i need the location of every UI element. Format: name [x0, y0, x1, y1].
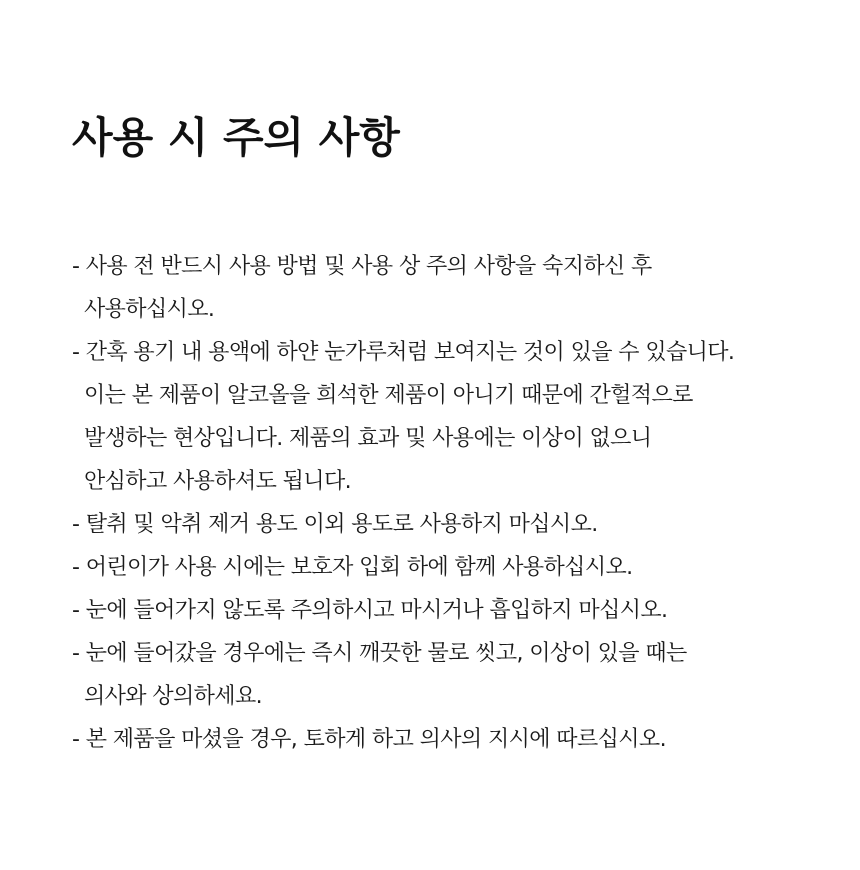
caution-item: [72, 589, 832, 632]
caution-line: 의사와 상의하세요.: [84, 684, 263, 709]
caution-line: 발생하는 현상입니다. 제품의 효과 및 사용에는 이상이 없으니: [84, 426, 652, 451]
caution-item: [72, 503, 832, 546]
page-title: 사용 시 주의 사항: [72, 113, 400, 162]
caution-line: - 사용 전 반드시 사용 방법 및 사용 상 주의 사항을 숙지하신 후: [72, 254, 652, 279]
caution-line: 사용하십시오.: [84, 297, 215, 322]
caution-line: - 본 제품을 마셨을 경우, 토하게 하고 의사의 지시에 따르십시오.: [72, 727, 666, 752]
caution-item: [72, 718, 832, 761]
caution-line: - 눈에 들어가지 않도록 주의하시고 마시거나 흡입하지 마십시오.: [72, 598, 668, 623]
caution-line: - 어린이가 사용 시에는 보호자 입회 하에 함께 사용하십시오.: [72, 555, 633, 580]
caution-item: [72, 546, 832, 589]
caution-line: 이는 본 제품이 알코올을 희석한 제품이 아니기 때문에 간헐적으로: [84, 383, 693, 408]
caution-item: [72, 632, 832, 718]
caution-line: - 눈에 들어갔을 경우에는 즉시 깨끗한 물로 씻고, 이상이 있을 때는: [72, 641, 687, 666]
caution-item: [72, 245, 832, 331]
caution-item: [72, 331, 832, 503]
caution-line: - 탈취 및 악취 제거 용도 이외 용도로 사용하지 마십시오.: [72, 512, 598, 537]
caution-line: 안심하고 사용하셔도 됩니다.: [84, 469, 352, 494]
caution-line: - 간혹 용기 내 용액에 하얀 눈가루처럼 보여지는 것이 있을 수 있습니다.: [72, 340, 735, 365]
caution-list: [72, 245, 832, 761]
